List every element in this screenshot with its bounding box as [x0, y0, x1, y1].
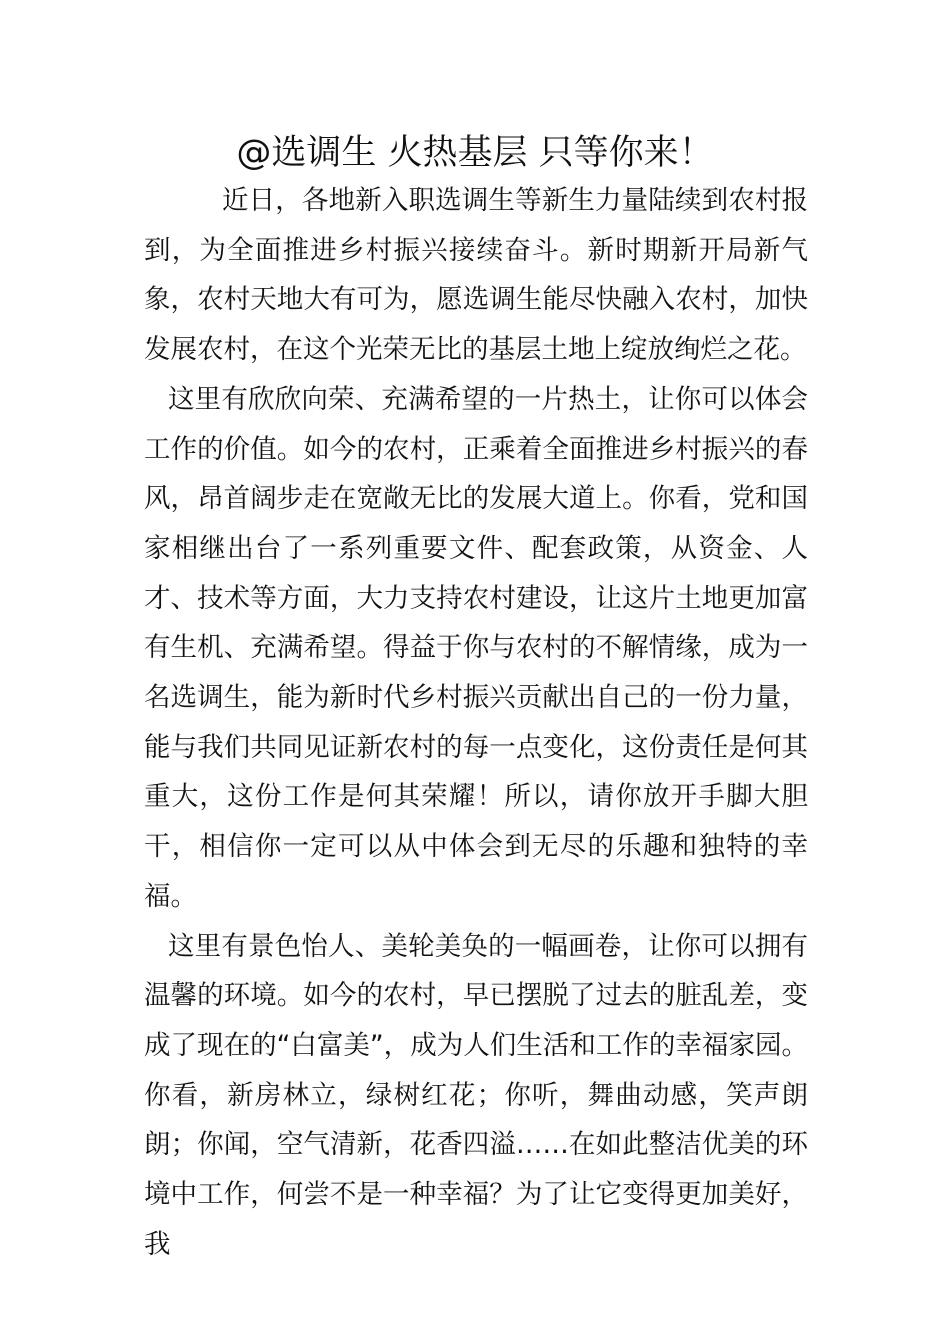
document-title: @选调生 火热基层 只等你来！ [236, 133, 714, 173]
paragraph-3: 这里有景色怡人、美轮美奂的一幅画卷，让你可以拥有温馨的环境。如今的农村，早已摆脱了过去的脏乱差，变成了现在的“白富美”，成为人们生活和工作的幸福家园。你看，新房林立，绿树红花；你听，舞曲动感，笑声朗朗；你闻，空气清新，花香四溢……在如此整洁优美的环境中工作，何尝不是一种幸福？为了让它变得更加美好，我 [144, 930, 808, 1260]
document-body [144, 176, 808, 1269]
paragraph-2: 这里有欣欣向荣、充满希望的一片热土，让你可以体会工作的价值。如今的农村，正乘着全面推进乡村振兴的春风，昂首阔步走在宽敞无比的发展大道上。你看，党和国家相继出台了一系列重要文件、配套政策，从资金、人才、技术等方面，大力支持农村建设，让这片土地更加富有生机、充满希望。得益于你与农村的不解情缘，成为一名选调生，能为新时代乡村振兴贡献出自己的一份力量，能与我们共同见证新农村的每一点变化，这份责任是何其重大，这份工作是何其荣耀！所以，请你放开手脚大胆干，相信你一定可以从中体会到无尽的乐趣和独特的幸福。 [144, 383, 808, 912]
paragraph-1: 近日，各地新入职选调生等新生力量陆续到农村报到，为全面推进乡村振兴接续奋斗。新时期新开局新气象，农村天地大有可为，愿选调生能尽快融入农村，加快发展农村，在这个光荣无比的基层土地上绽放绚烂之花。 [144, 185, 808, 366]
